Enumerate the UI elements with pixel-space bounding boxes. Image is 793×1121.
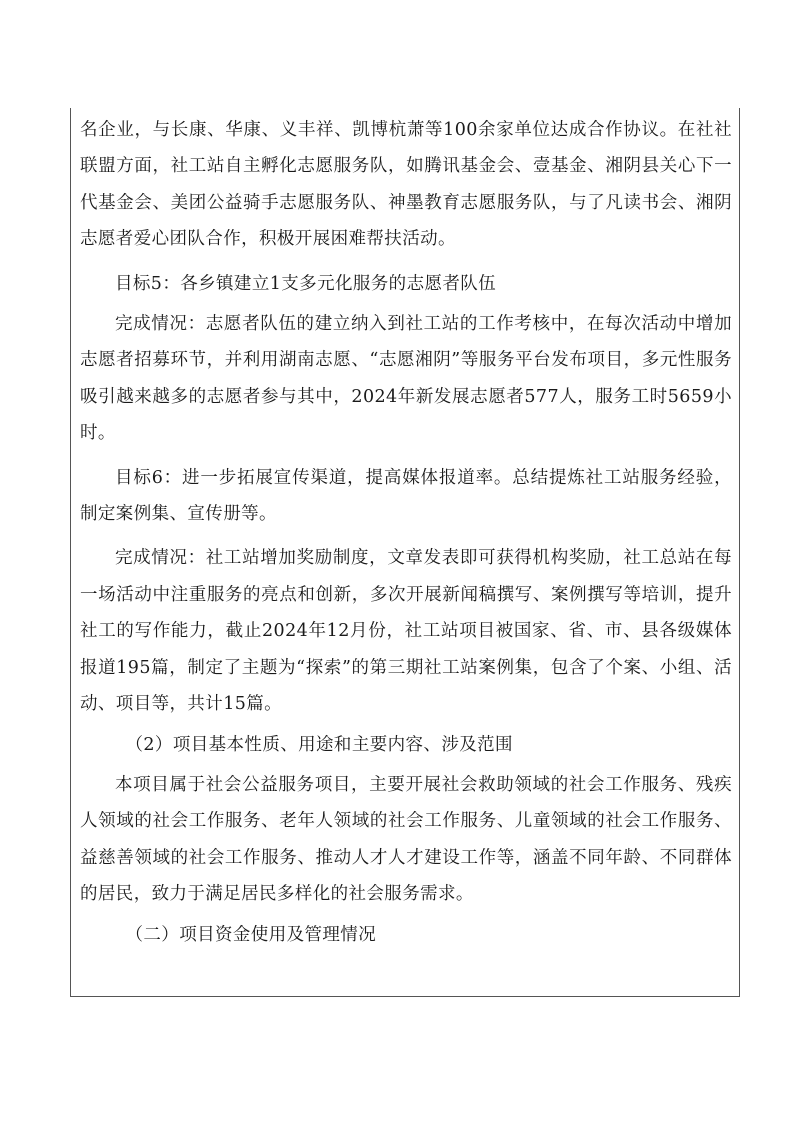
document-body: [80, 112, 732, 953]
funding-section-heading: （二）项目资金使用及管理情况: [125, 924, 377, 945]
paragraph-partnerships: 名企业，与长康、华康、义丰祥、凯博杭萧等100余家单位达成合作协议。在社社联盟方面，社工站自主孵化志愿服务队，如腾讯基金会、壹基金、湘阴县关心下一代基金会、美团公益骑手志愿服务队、神墨教育志愿服务队，与了凡读书会、湘阴志愿者爱心团队合作，积极开展困难帮扶活动。: [80, 120, 732, 250]
goal-6-heading: 目标6：进一步拓展宣传渠道，提高媒体报道率。总结提炼社工站服务经验，制定案例集、宣传册等。: [80, 467, 732, 525]
project-nature-paragraph: 本项目属于社会公益服务项目，主要开展社会救助领域的社会工作服务、残疾人领域的社会工作服务、老年人领域的社会工作服务、儿童领域的社会工作服务、益慈善领域的社会工作服务、推动人才人才建设工作等，涵盖不同年龄、不同群体的居民，致力于满足居民多样化的社会服务需求。: [80, 774, 732, 905]
section-2-heading: （2）项目基本性质、用途和主要内容、涉及范围: [125, 734, 513, 755]
goal-5-completion: 完成情况：志愿者队伍的建立纳入到社工站的工作考核中，在每次活动中增加志愿者招募环节，并利用湖南志愿、“志愿湘阴”等服务平台发布项目，多元性服务吸引越来越多的志愿者参与其中，2024年新发展志愿者577人，服务工时5659小时。: [80, 314, 732, 444]
goal-6-completion: 完成情况：社工站增加奖励制度，文章发表即可获得机构奖励，社工总站在每一场活动中注重服务的亮点和创新，多次开展新闻稿撰写、案例撰写等培训，提升社工的写作能力，截止2024年12月份，社工站项目被国家、省、市、县各级媒体报道195篇，制定了主题为“探索”的第三期社工站案例集，包含了个案、小组、活动、项目等，共计15篇。: [80, 548, 732, 715]
goal-5-heading: 目标5：各乡镇建立1支多元化服务的志愿者队伍: [115, 273, 497, 294]
